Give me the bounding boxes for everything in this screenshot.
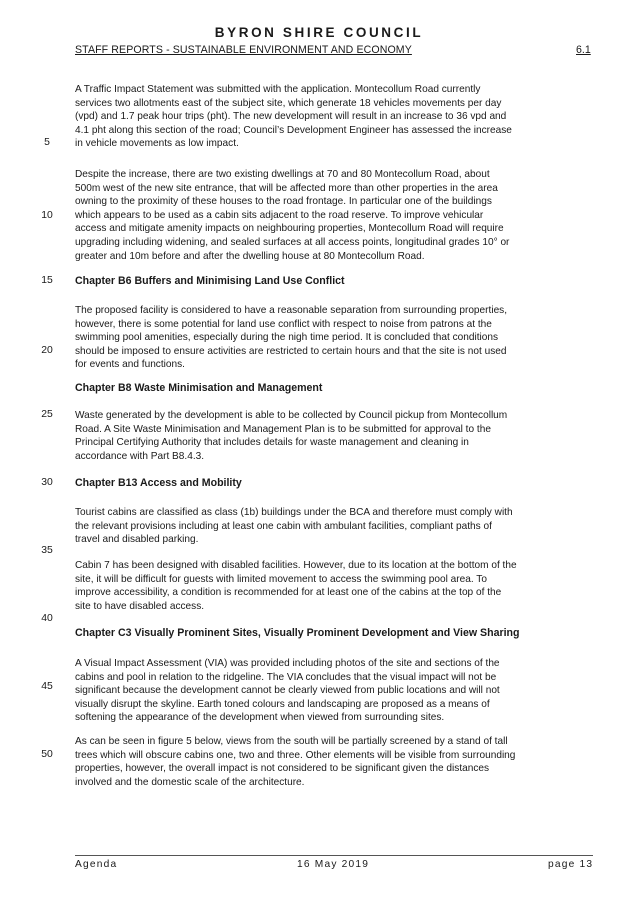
line-number: 5 xyxy=(44,137,50,148)
paragraph-line: access and mitigate amenity impacts on neighbouring properties, Montecollum Road will require xyxy=(75,223,504,235)
line-number: 25 xyxy=(41,409,53,420)
paragraph-line: should be imposed to ensure activities are restricted to certain hours and that the site is not used xyxy=(75,345,507,357)
paragraph-line: greater and 10m before and after the dwelling house at 80 Montecollum Road. xyxy=(75,250,425,262)
footer-date: 16 May 2019 xyxy=(297,859,370,870)
paragraph-line: 4.1 pht along this section of the road; Council’s Development Engineer has assessed the increase xyxy=(75,124,512,136)
paragraph-line: for events and functions. xyxy=(75,359,185,371)
paragraph-line: Tourist cabins are classified as class (1b) buildings under the BCA and therefore must comply with xyxy=(75,507,513,518)
footer-agenda: Agenda xyxy=(75,859,118,870)
chapter-heading: Chapter B13 Access and Mobility xyxy=(75,477,242,489)
chapter-heading: Chapter B6 Buffers and Minimising Land Use Conflict xyxy=(75,275,345,287)
paragraph-line: Cabin 7 has been designed with disabled facilities. However, due to its location at the bottom of the xyxy=(75,560,517,571)
paragraph-line: Principal Certifying Authority that includes details for waste management and cleaning in xyxy=(75,437,469,449)
paragraph-line: in vehicle movements as low impact. xyxy=(75,138,239,150)
paragraph-line: owning to the proximity of these houses to the road frontage. In particular one of the buildings xyxy=(75,196,492,208)
paragraph-line: The proposed facility is considered to have a reasonable separation from surrounding properties, xyxy=(75,305,508,316)
paragraph-line: swimming pool amenities, especially during the nigh time period. It is concluded that conditions xyxy=(75,332,499,344)
paragraph-line: improve accessibility, a condition is recommended for at least one of the cabins at the top of the xyxy=(75,587,502,599)
paragraph-line: As can be seen in figure 5 below, views from the south will be partially screened by a stand of tall xyxy=(75,736,508,747)
footer-page: page 13 xyxy=(548,859,594,870)
paragraph-line: cabins and pool in relation to the ridgeline. The VIA concludes that the visual impact will not be xyxy=(75,671,497,683)
chapter-heading: Chapter C3 Visually Prominent Sites, Visually Prominent Development and View Sharing xyxy=(75,627,520,639)
paragraph-line: 500m west of the new site entrance, that will be affected more than other properties in the area xyxy=(75,182,498,194)
line-number: 20 xyxy=(41,345,53,356)
paragraph-line: (vpd) and 1.7 peak hour trips (pht). The new development will result in an increase to 36 vpd and xyxy=(75,111,507,123)
footer-rule xyxy=(75,855,593,856)
paragraph-line: softening the appearance of the development when viewed from surrounding sites. xyxy=(75,712,445,724)
paragraph-line: which appears to be used as a cabin sits adjacent to the road reserve. To improve vehicular xyxy=(75,209,484,221)
item-number: 6.1 xyxy=(576,44,591,56)
paragraph-line: services two allotments east of the subject site, which generate 18 vehicles movements per day xyxy=(75,97,502,109)
paragraph-line: site to have disabled access. xyxy=(75,600,205,612)
line-number: 50 xyxy=(41,749,53,760)
paragraph-line: accordance with Part B8.4.3. xyxy=(75,450,205,462)
paragraph-line: however, there is some potential for land use conflict with respect to noise from patrons at the xyxy=(75,318,492,330)
paragraph-line: Despite the increase, there are two existing dwellings at 70 and 80 Montecollum Road, about xyxy=(75,169,490,180)
report-section-title: STAFF REPORTS - SUSTAINABLE ENVIRONMENT AND ECONOMY xyxy=(75,44,412,56)
line-number: 35 xyxy=(41,545,53,556)
paragraph-line: upgrading including widening, and sealed surfaces at all access points, longitudinal grades 10° or xyxy=(75,237,510,248)
line-number: 30 xyxy=(41,477,53,488)
paragraph-line: visually disrupt the skyline. Earth toned colours and landscaping are proposed as a means of xyxy=(75,698,490,710)
paragraph-line: Road. A Site Waste Minimisation and Management Plan is to be submitted for approval to the xyxy=(75,423,491,435)
paragraph-line: Waste generated by the development is able to be collected by Council pickup from Montecollum xyxy=(75,410,508,421)
council-title: BYRON SHIRE COUNCIL xyxy=(214,25,424,40)
paragraph-line: travel and disabled parking. xyxy=(75,534,199,546)
paragraph-line: A Traffic Impact Statement was submitted with the application. Montecollum Road currently xyxy=(75,84,481,95)
paragraph-line: significant because the development cannot be clearly viewed from public locations and will not xyxy=(75,685,500,697)
line-number: 45 xyxy=(41,681,53,692)
line-number: 10 xyxy=(41,210,53,221)
chapter-heading: Chapter B8 Waste Minimisation and Management xyxy=(75,382,323,394)
paragraph-line: involved and the domestic scale of the architecture. xyxy=(75,776,305,788)
paragraph-line: the relevant provisions including at least one cabin with ambulant facilities, compliant paths of xyxy=(75,520,492,532)
line-number: 40 xyxy=(41,613,53,624)
paragraph-line: properties, however, the overall impact is not considered to be significant given the distances xyxy=(75,763,490,775)
paragraph-line: site, it will be difficult for guests with limited movement to access the swimming pool area. To xyxy=(75,573,487,585)
paragraph-line: trees which will obscure cabins one, two and three. Other elements will be visible from surrounding xyxy=(75,749,516,761)
line-number: 15 xyxy=(41,275,53,286)
paragraph-line: A Visual Impact Assessment (VIA) was provided including photos of the site and sections of the xyxy=(75,658,500,669)
